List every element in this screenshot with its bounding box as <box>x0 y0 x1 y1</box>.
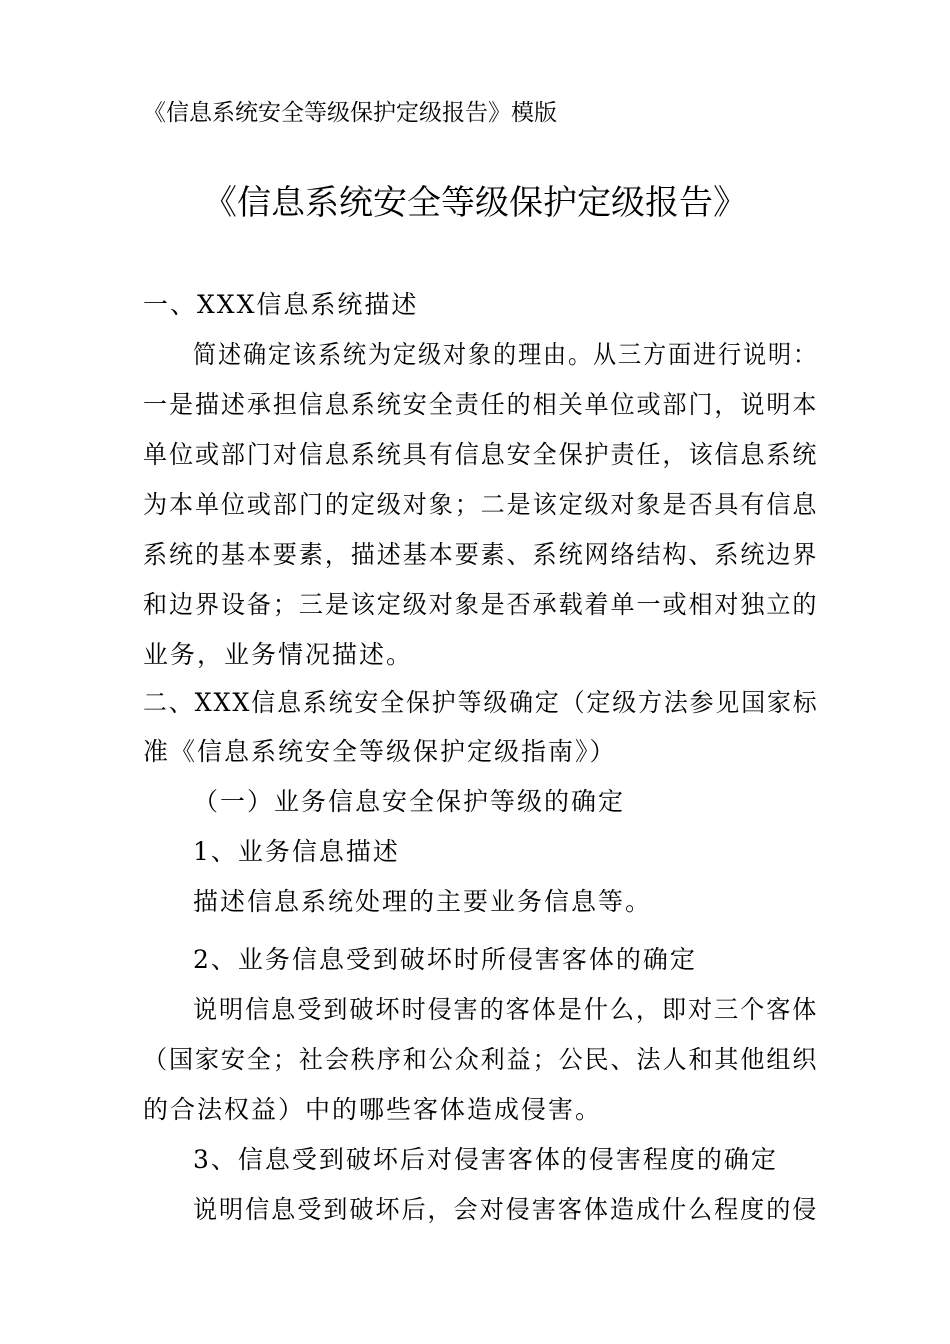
paragraph-line: 和边界设备；三是该定级对象是否承载着单一或相对独立的 <box>143 590 819 619</box>
item-heading-1: 1、业务信息描述 <box>193 837 400 866</box>
section-heading-1: 一、XXX信息系统描述 <box>143 290 419 319</box>
header-caption: 《信息系统安全等级保护定级报告》模版 <box>143 100 557 126</box>
subsection-heading: （一）业务信息安全保护等级的确定 <box>193 787 626 816</box>
paragraph-line: 系统的基本要素，描述基本要素、系统网络结构、系统边界 <box>143 540 819 569</box>
paragraph-line: 的合法权益）中的哪些客体造成侵害。 <box>143 1095 603 1124</box>
paragraph-line: 一是描述承担信息系统安全责任的相关单位或部门，说明本 <box>143 390 819 419</box>
section-heading-2: 二、XXX信息系统安全保护等级确定（定级方法参见国家标 <box>143 688 819 717</box>
paragraph-line: 业务，业务情况描述。 <box>143 640 414 669</box>
document-title: 《信息系统安全等级保护定级报告》 <box>203 183 747 223</box>
paragraph-line: （国家安全；社会秩序和公众利益；公民、法人和其他组织 <box>143 1045 819 1074</box>
paragraph-line: 简述确定该系统为定级对象的理由。从三方面进行说明： <box>193 340 819 369</box>
section-heading-2-cont: 准《信息系统安全等级保护定级指南》） <box>143 737 617 766</box>
item-heading-3: 3、信息受到破坏后对侵害客体的侵害程度的确定 <box>193 1145 778 1174</box>
paragraph-line: 单位或部门对信息系统具有信息安全保护责任，该信息系统 <box>143 440 819 469</box>
paragraph-line: 说明信息受到破坏时侵害的客体是什么，即对三个客体 <box>193 995 819 1024</box>
paragraph-line: 描述信息系统处理的主要业务信息等。 <box>193 887 653 916</box>
paragraph-line: 说明信息受到破坏后，会对侵害客体造成什么程度的侵 <box>193 1195 819 1224</box>
item-heading-2: 2、业务信息受到破坏时所侵害客体的确定 <box>193 945 697 974</box>
paragraph-line: 为本单位或部门的定级对象；二是该定级对象是否具有信息 <box>143 490 819 519</box>
